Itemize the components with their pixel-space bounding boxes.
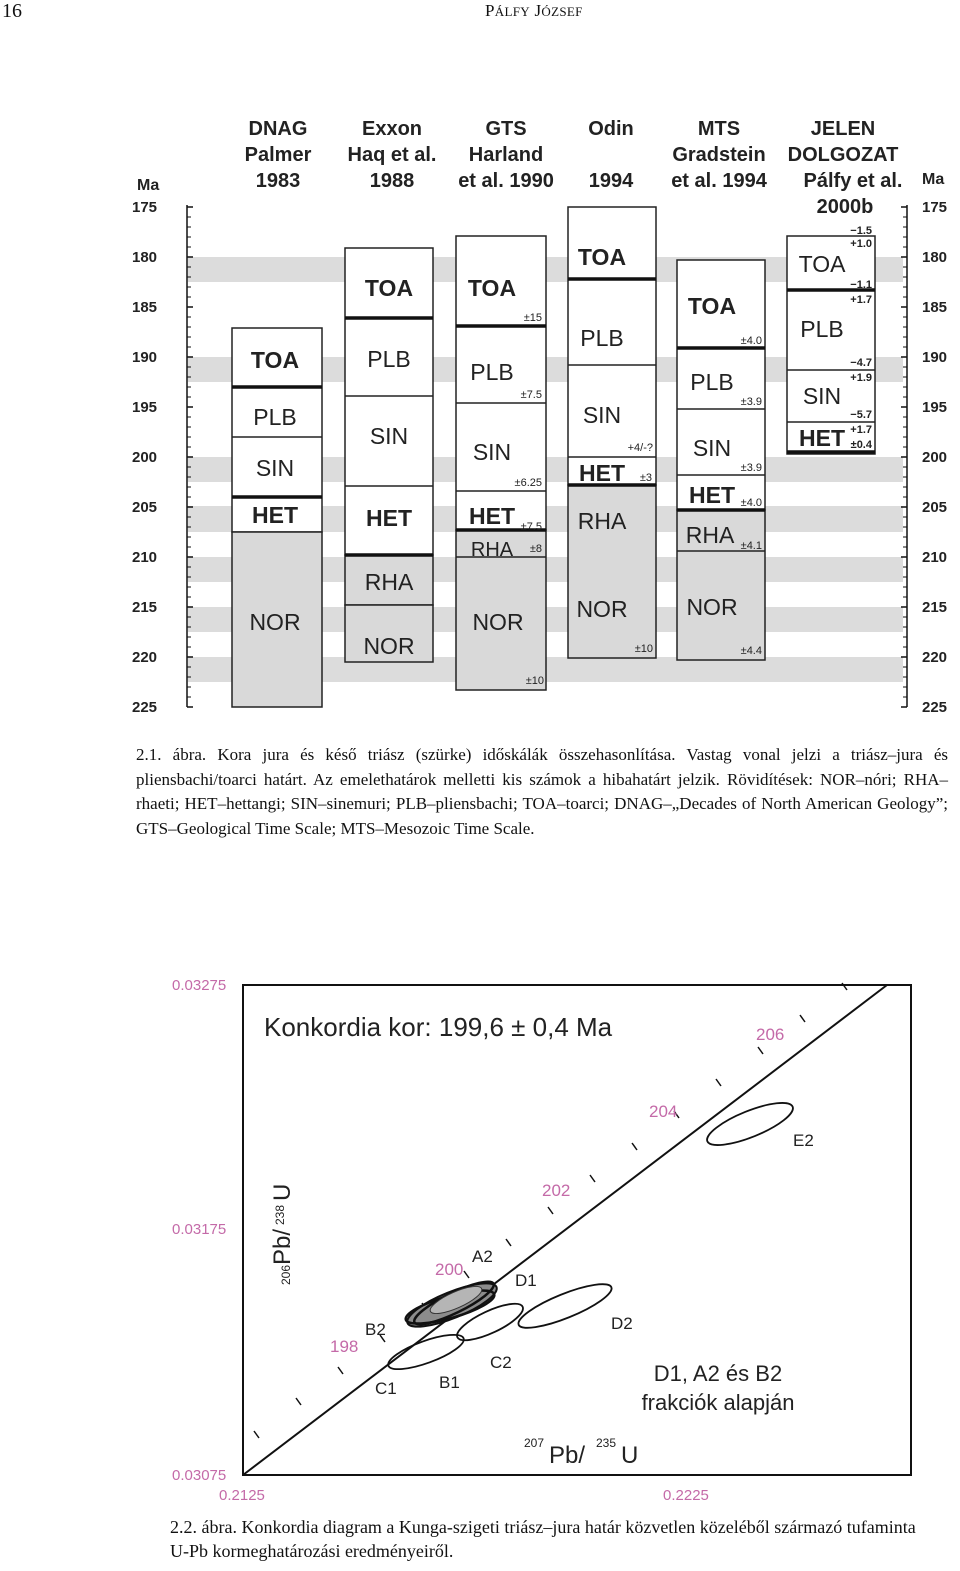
svg-text:±0.4: ±0.4: [850, 439, 872, 451]
concordia-age-title: Konkordia kor: 199,6 ± 0,4 Ma: [264, 1012, 613, 1042]
svg-text:238: 238: [273, 1204, 287, 1225]
svg-text:HET: HET: [579, 460, 625, 486]
ma-label-right: Ma: [922, 171, 945, 188]
svg-text:Harland: Harland: [468, 144, 544, 166]
svg-text:+1.9: +1.9: [850, 372, 872, 384]
column-mts: [677, 260, 765, 660]
svg-text:1994: 1994: [588, 170, 634, 192]
svg-text:TOA: TOA: [467, 275, 517, 301]
svg-text:MTS: MTS: [697, 118, 741, 140]
column-exxon: [345, 248, 433, 662]
axis-tick-label-left: 215: [132, 599, 158, 616]
axis-tick-label-left: 205: [132, 499, 158, 516]
svg-text:B1: B1: [439, 1373, 460, 1392]
axis-tick-label-left: 180: [132, 249, 158, 266]
svg-text:PLB: PLB: [690, 369, 734, 395]
svg-text:1983: 1983: [255, 170, 301, 192]
svg-text:PLB: PLB: [367, 346, 411, 372]
svg-text:0.03175: 0.03175: [172, 1221, 227, 1238]
svg-text:NOR: NOR: [249, 609, 301, 635]
svg-text:SIN: SIN: [582, 402, 622, 428]
svg-text:±7.5: ±7.5: [520, 521, 542, 533]
column-jelen: [787, 225, 875, 454]
running-head: PÁLFY JÓZSEF: [485, 1, 583, 20]
svg-text:PLB: PLB: [580, 325, 624, 351]
svg-text:SIN: SIN: [802, 383, 842, 409]
axis-tick-label-right: 210: [922, 549, 948, 566]
concordia-diagram: [160, 968, 960, 1508]
column-headers: [245, 118, 903, 218]
axis-tick-label-right: 205: [922, 499, 948, 516]
svg-text:TOA: TOA: [364, 275, 414, 301]
axis-tick-label-right: 200: [922, 449, 948, 466]
svg-text:SIN: SIN: [369, 423, 409, 449]
svg-text:RHA: RHA: [577, 508, 627, 534]
svg-text:GTS: GTS: [485, 118, 527, 140]
axis-tick-label-left: 225: [132, 699, 158, 716]
svg-text:U: U: [621, 1442, 639, 1469]
axis-tick-label-right: 180: [922, 249, 948, 266]
axis-tick-label-right: 185: [922, 299, 948, 316]
column-gts: [456, 236, 546, 690]
figure-2-caption: 2.2. ábra. Konkordia diagram a Kunga-szigeti triász–jura határ közvetlen közeléből származó tufaminta U-Pb kormeghatározási eredményeiről.: [170, 1517, 916, 1561]
svg-text:C2: C2: [490, 1353, 512, 1372]
svg-text:NOR: NOR: [363, 633, 415, 659]
svg-text:PLB: PLB: [253, 404, 297, 430]
svg-text:±10: ±10: [634, 643, 653, 655]
svg-text:HET: HET: [689, 482, 735, 508]
page-number: 16: [2, 0, 22, 22]
svg-text:DNAG: DNAG: [248, 118, 308, 140]
svg-text:±15: ±15: [523, 312, 542, 324]
svg-text:TOA: TOA: [687, 293, 737, 319]
svg-text:0.03275: 0.03275: [172, 977, 227, 994]
svg-text:Haq et al.: Haq et al.: [347, 144, 437, 166]
svg-text:+1.7: +1.7: [850, 294, 872, 306]
svg-text:Pb/: Pb/: [269, 1228, 296, 1265]
svg-text:+1.7: +1.7: [850, 424, 872, 436]
svg-text:D2: D2: [611, 1314, 633, 1333]
svg-text:et al. 1994: et al. 1994: [671, 170, 767, 192]
svg-text:−1.1: −1.1: [850, 279, 872, 291]
svg-text:Odin: Odin: [588, 118, 634, 140]
axis-tick-label-left: 185: [132, 299, 158, 316]
svg-text:206: 206: [279, 1264, 293, 1285]
svg-text:RHA: RHA: [470, 539, 514, 561]
svg-text:PLB: PLB: [470, 359, 514, 385]
svg-text:SIN: SIN: [692, 435, 732, 461]
axis-tick-label-right: 215: [922, 599, 948, 616]
svg-text:SIN: SIN: [255, 455, 295, 481]
svg-text:235: 235: [596, 1436, 617, 1450]
svg-text:NOR: NOR: [472, 609, 524, 635]
svg-text:198: 198: [330, 1337, 359, 1356]
svg-text:DOLGOZAT: DOLGOZAT: [787, 144, 899, 166]
svg-text:D1, A2 és B2: D1, A2 és B2: [653, 1361, 783, 1386]
svg-text:207: 207: [524, 1436, 545, 1450]
svg-text:200: 200: [435, 1260, 464, 1279]
svg-text:206: 206: [756, 1025, 785, 1044]
svg-text:−4.7: −4.7: [850, 357, 872, 369]
svg-text:±6.25: ±6.25: [514, 477, 542, 489]
axis-tick-label-left: 190: [132, 349, 158, 366]
svg-text:−1.5: −1.5: [850, 225, 872, 237]
svg-text:NOR: NOR: [686, 594, 738, 620]
svg-text:202: 202: [542, 1181, 571, 1200]
svg-text:NOR: NOR: [576, 596, 628, 622]
svg-text:0.2125: 0.2125: [219, 1487, 265, 1504]
axis-tick-label-left: 200: [132, 449, 158, 466]
svg-text:TOA: TOA: [577, 244, 627, 270]
svg-text:2000b: 2000b: [816, 196, 874, 218]
axis-tick-label-right: 220: [922, 649, 948, 666]
svg-text:TOA: TOA: [250, 347, 300, 373]
svg-text:+1.0: +1.0: [850, 238, 872, 250]
svg-text:1988: 1988: [369, 170, 415, 192]
svg-text:D1: D1: [515, 1271, 537, 1290]
axis-tick-label-left: 175: [132, 199, 158, 216]
svg-text:JELEN: JELEN: [810, 118, 876, 140]
svg-text:HET: HET: [799, 425, 845, 451]
axis-tick-label-right: 190: [922, 349, 948, 366]
svg-text:HET: HET: [469, 503, 515, 529]
svg-text:et al. 1990: et al. 1990: [458, 170, 554, 192]
svg-text:Palmer: Palmer: [244, 144, 312, 166]
svg-text:0.03075: 0.03075: [172, 1467, 227, 1484]
axis-tick-label-left: 210: [132, 549, 158, 566]
svg-text:Exxon: Exxon: [361, 118, 423, 140]
svg-text:0.2225: 0.2225: [663, 1487, 709, 1504]
axis-tick-label-right: 175: [922, 199, 948, 216]
svg-text:±10: ±10: [525, 675, 544, 687]
svg-text:A2: A2: [472, 1247, 493, 1266]
axis-tick-label-left: 195: [132, 399, 158, 416]
svg-text:±7.5: ±7.5: [520, 389, 542, 401]
svg-text:Gradstein: Gradstein: [672, 144, 766, 166]
svg-text:RHA: RHA: [685, 522, 735, 548]
figure-1-caption: 2.1. ábra. Kora jura és késő triász (szürke) időskálák összehasonlítása. Vastag vonal jelzi a triász–jura és pliensbachi/toarci határt. Az emelethatárok melletti kis számok a hibahatárt jelzik. Rövidítések: NOR–nóri; RHA–rhaeti; HET–hettangi; SIN–sinemuri; PLB–pliensbachi; TOA–toarci; DNAG–„Decades of North American Geology”; GTS–Geological Time Scale; MTS–Mesozoic Time Scale.: [136, 745, 948, 838]
axis-tick-label-right: 195: [922, 399, 948, 416]
svg-text:Pálfy et al.: Pálfy et al.: [803, 170, 903, 192]
svg-text:Pb/: Pb/: [549, 1442, 586, 1469]
ma-label-left: Ma: [137, 177, 160, 194]
axis-tick-label-right: 225: [922, 699, 948, 716]
svg-text:E2: E2: [793, 1131, 814, 1150]
svg-text:±3.9: ±3.9: [740, 396, 762, 408]
svg-text:C1: C1: [375, 1379, 397, 1398]
svg-text:+4/-?: +4/-?: [627, 442, 653, 454]
svg-text:B2: B2: [365, 1320, 386, 1339]
svg-text:HET: HET: [252, 502, 298, 528]
svg-text:HET: HET: [366, 505, 412, 531]
svg-text:±3: ±3: [639, 472, 652, 484]
svg-text:±4.0: ±4.0: [740, 335, 762, 347]
svg-text:RHA: RHA: [364, 569, 414, 595]
column-odin: [568, 207, 656, 658]
svg-text:−5.7: −5.7: [850, 409, 872, 421]
svg-text:frakciók alapján: frakciók alapján: [641, 1390, 795, 1415]
svg-text:±4.4: ±4.4: [740, 645, 762, 657]
svg-text:TOA: TOA: [798, 251, 846, 277]
svg-text:204: 204: [649, 1102, 678, 1121]
svg-text:SIN: SIN: [472, 439, 512, 465]
svg-text:±8: ±8: [529, 543, 542, 555]
axis-tick-label-left: 220: [132, 649, 158, 666]
column-dnag: [232, 328, 322, 707]
svg-text:±3.9: ±3.9: [740, 462, 762, 474]
svg-text:±4.1: ±4.1: [740, 540, 762, 552]
svg-text:U: U: [269, 1183, 296, 1201]
svg-text:PLB: PLB: [800, 316, 844, 342]
timescale-figure: [0, 110, 960, 730]
svg-text:±4.0: ±4.0: [740, 497, 762, 509]
